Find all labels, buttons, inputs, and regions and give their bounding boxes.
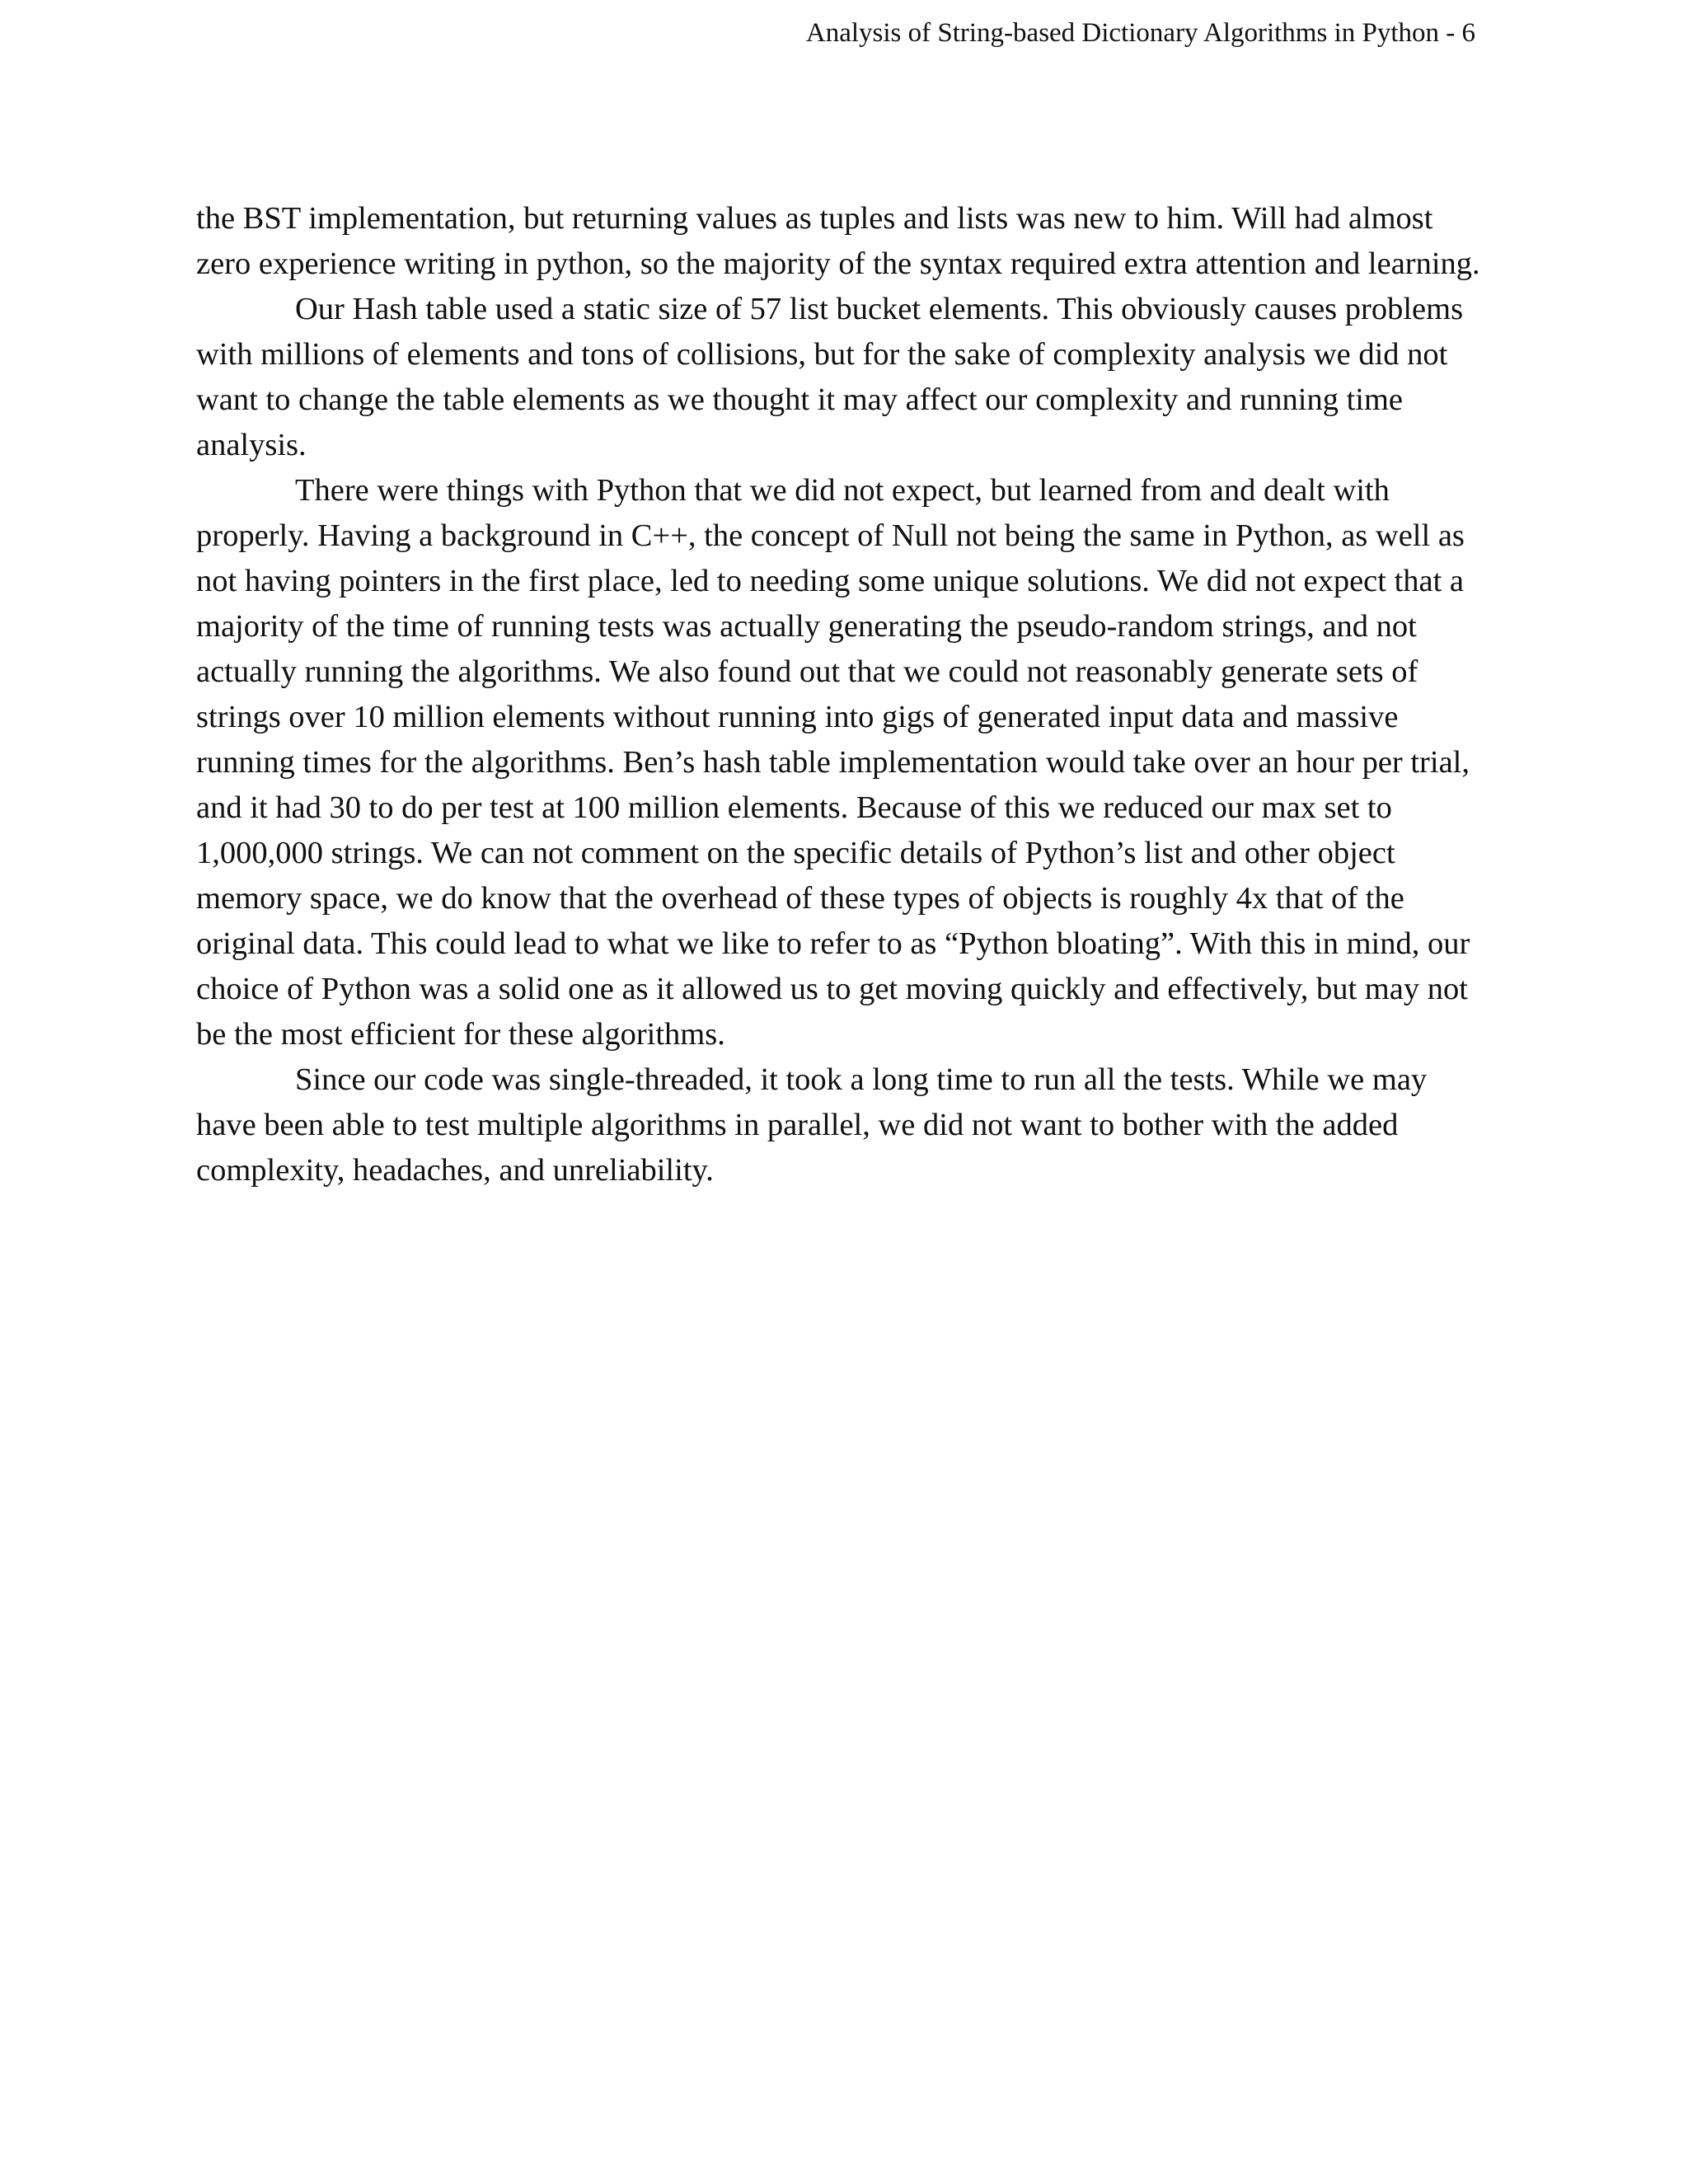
body-text [196, 196, 1482, 1193]
paragraph-hash-table: Our Hash table used a static size of 57 list bucket elements. This obviously causes problems with millions of elements and tons of collisions, but for the sake of complexity analysis we did not want to change the table elements as we thought it may affect our complexity and running time analysis. [196, 292, 1464, 462]
paragraph-continued: the BST implementation, but returning values as tuples and lists was new to him. Will had almost zero experience writing in python, so the majority of the syntax required extra attention and learning. [196, 201, 1480, 281]
paragraph-single-threaded: Since our code was single-threaded, it took a long time to run all the tests. While we may have been able to test multiple algorithms in parallel, we did not want to bother with the added complexity, headaches, and unreliability. [196, 1062, 1428, 1188]
running-header: Analysis of String-based Dictionary Algorithms in Python - 6 [805, 18, 1475, 48]
paragraph-python-lessons: There were things with Python that we did not expect, but learned from and dealt with properly. Having a background in C++, the concept of Null not being the same in Python, as well as not having pointers in the first place, led to needing some unique solutions. We did not expect that a majority of the time of running tests was actually generating the pseudo-random strings, and not actually running the algorithms. We also found out that we could not reasonably generate sets of strings over 10 million elements without running into gigs of generated input data and massive running times for the algorithms. Ben’s hash table implementation would take over an hour per trial, and it had 30 to do per test at 100 million elements. Because of this we reduced our max set to 1,000,000 strings. We can not comment on the specific details of Python’s list and other object memory space, we do know that the overhead of these types of objects is roughly 4x that of the original data. This could lead to what we like to refer to as “Python bloating”. With this in mind, our choice of Python was a solid one as it allowed us to get moving quickly and effectively, but may not be the most efficient for these algorithms. [196, 473, 1470, 1052]
